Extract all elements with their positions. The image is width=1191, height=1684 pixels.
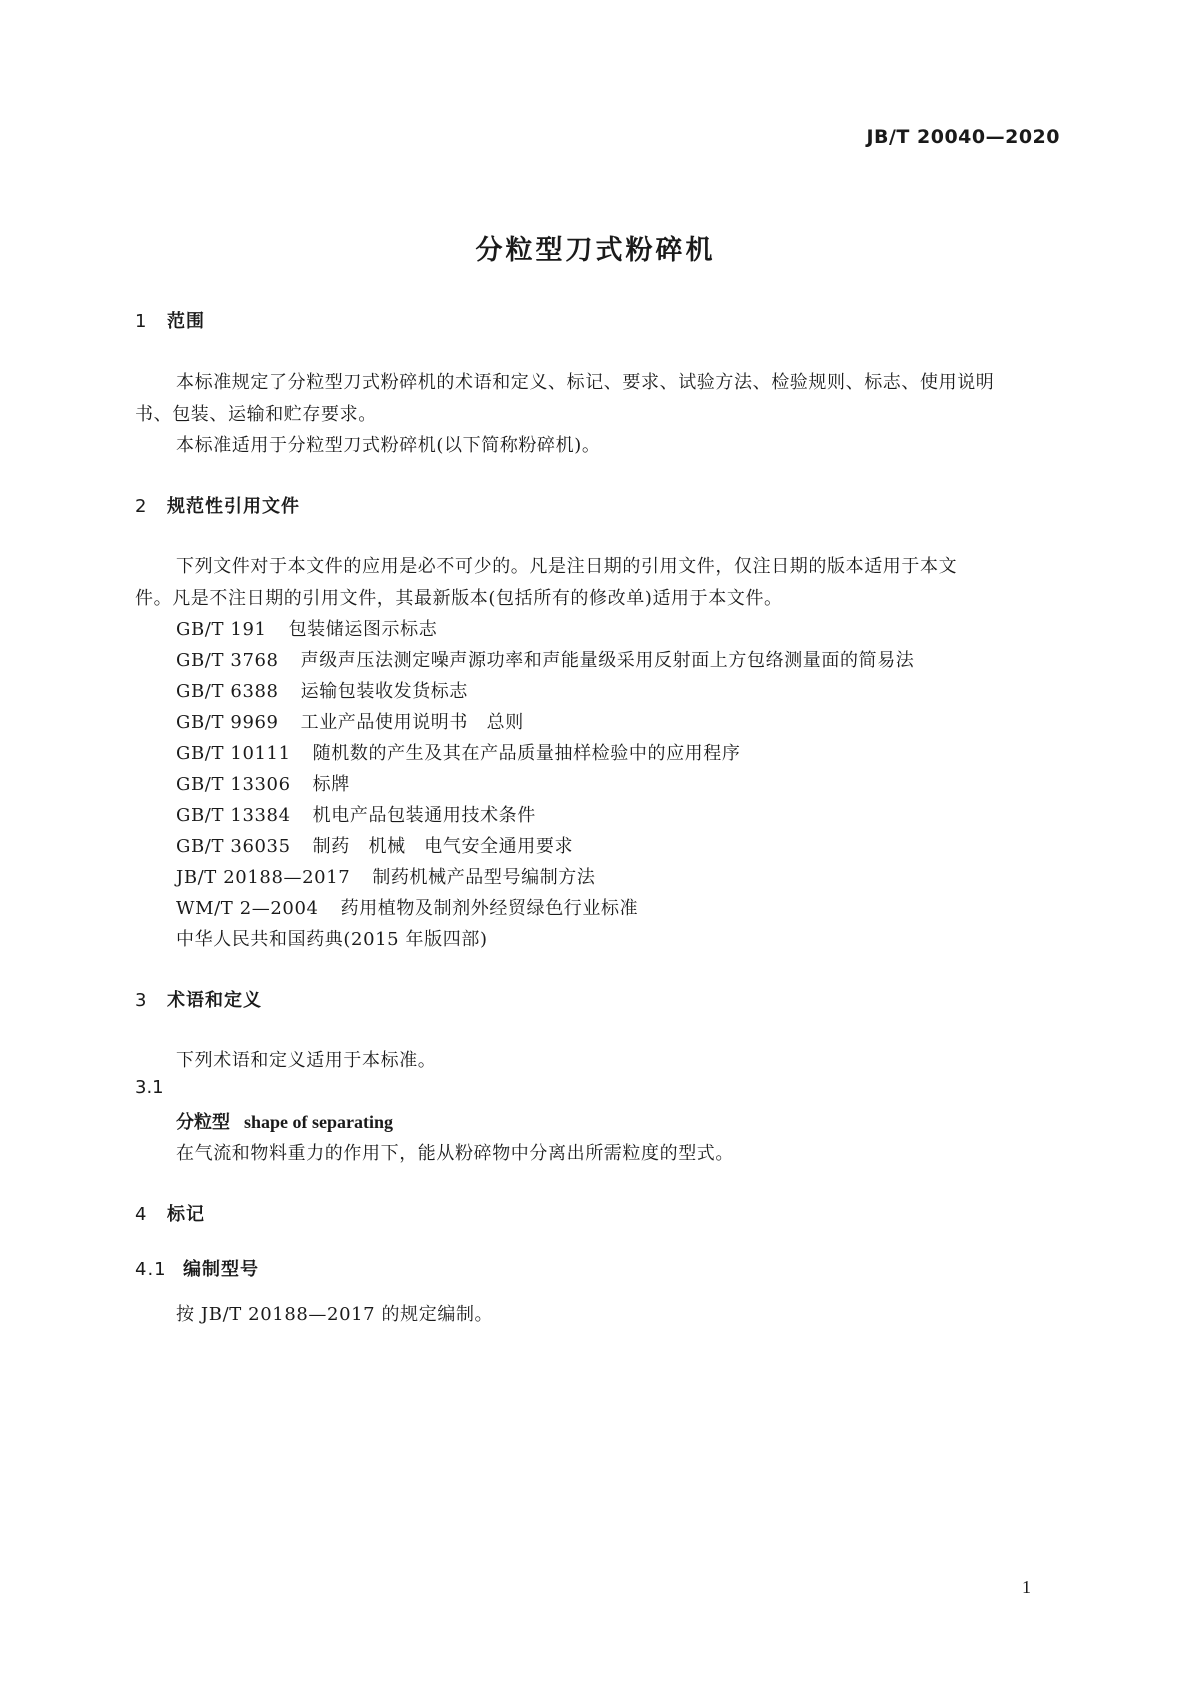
section-4-heading — [135, 1200, 205, 1226]
section-1-paragraph-2: 本标准适用于分粒型刀式粉碎机(以下简称粉碎机)。 — [176, 435, 601, 456]
reference-code: WM/T 2—2004 — [176, 898, 319, 919]
standard-code: JB/T 20040—2020 — [866, 126, 1060, 148]
section-2-paragraph-1-line-2: 件。凡是不注日期的引用文件，其最新版本(包括所有的修改单)适用于本文件。 — [135, 588, 783, 609]
section-title: 标记 — [167, 1204, 205, 1225]
reference-code: GB/T 9969 — [176, 712, 279, 733]
section-number: 3 — [135, 990, 148, 1011]
section-2-paragraph-1-line-1: 下列文件对于本文件的应用是必不可少的。凡是注日期的引用文件，仅注日期的版本适用于本文 — [176, 556, 958, 577]
document-title: 分粒型刀式粉碎机 — [475, 235, 716, 266]
section-number: 2 — [135, 496, 148, 517]
reference-code: GB/T 13384 — [176, 805, 291, 826]
reference-item — [176, 615, 437, 641]
reference-title: 包装储运图示标志 — [288, 619, 438, 640]
section-1-heading — [135, 307, 205, 333]
section-title: 规范性引用文件 — [167, 496, 300, 517]
reference-title: 运输包装收发货标志 — [300, 681, 469, 702]
reference-item — [176, 677, 468, 703]
reference-title: 声级声压法测定噪声源功率和声能量级采用反射面上方包络测量面的简易法 — [300, 650, 915, 671]
reference-code: GB/T 13306 — [176, 774, 291, 795]
term-chinese: 分粒型 — [176, 1112, 230, 1133]
subsection-number: 4.1 — [135, 1259, 167, 1280]
subsection-4-1-paragraph: 按 JB/T 20188—2017 的规定编制。 — [176, 1304, 494, 1325]
section-2-heading — [135, 492, 300, 518]
term-english: shape of separating — [244, 1112, 394, 1132]
reference-item — [176, 801, 536, 827]
reference-title: 工业产品使用说明书 总则 — [300, 712, 524, 733]
reference-title: 制药 机械 电气安全通用要求 — [312, 836, 574, 857]
section-number: 4 — [135, 1204, 148, 1225]
reference-item — [176, 646, 914, 672]
section-3-heading — [135, 986, 262, 1012]
reference-item — [176, 894, 638, 920]
term-number: 3.1 — [135, 1077, 164, 1098]
reference-code: GB/T 36035 — [176, 836, 291, 857]
reference-item — [176, 832, 573, 858]
reference-title: 标牌 — [312, 774, 350, 795]
page-number: 1 — [1022, 1577, 1031, 1597]
reference-title: 机电产品包装通用技术条件 — [312, 805, 536, 826]
reference-code: GB/T 191 — [176, 619, 267, 640]
subsection-title: 编制型号 — [183, 1259, 259, 1280]
section-3-paragraph-1: 下列术语和定义适用于本标准。 — [176, 1050, 437, 1071]
section-1-paragraph-1-line-1: 本标准规定了分粒型刀式粉碎机的术语和定义、标记、要求、试验方法、检验规则、标志、使用说明 — [176, 372, 995, 393]
section-1-paragraph-1-line-2: 书、包装、运输和贮存要求。 — [135, 404, 377, 425]
reference-title: 制药机械产品型号编制方法 — [372, 867, 596, 888]
section-title: 范围 — [167, 311, 205, 332]
reference-item — [176, 925, 488, 951]
term-definition: 在气流和物料重力的作用下，能从粉碎物中分离出所需粒度的型式。 — [176, 1143, 734, 1164]
reference-code: GB/T 10111 — [176, 743, 291, 764]
reference-code: GB/T 6388 — [176, 681, 279, 702]
section-title: 术语和定义 — [167, 990, 262, 1011]
reference-title: 药用植物及制剂外经贸绿色行业标准 — [340, 898, 639, 919]
term-entry — [176, 1108, 393, 1134]
reference-item — [176, 739, 740, 765]
reference-code: JB/T 20188—2017 — [176, 867, 351, 888]
reference-code: GB/T 3768 — [176, 650, 279, 671]
section-number: 1 — [135, 311, 148, 332]
reference-item — [176, 863, 596, 889]
reference-item — [176, 708, 524, 734]
subsection-4-1-heading — [135, 1255, 259, 1281]
reference-code: 中华人民共和国药典(2015 年版四部) — [176, 929, 488, 950]
reference-item — [176, 770, 350, 796]
reference-title: 随机数的产生及其在产品质量抽样检验中的应用程序 — [312, 743, 741, 764]
